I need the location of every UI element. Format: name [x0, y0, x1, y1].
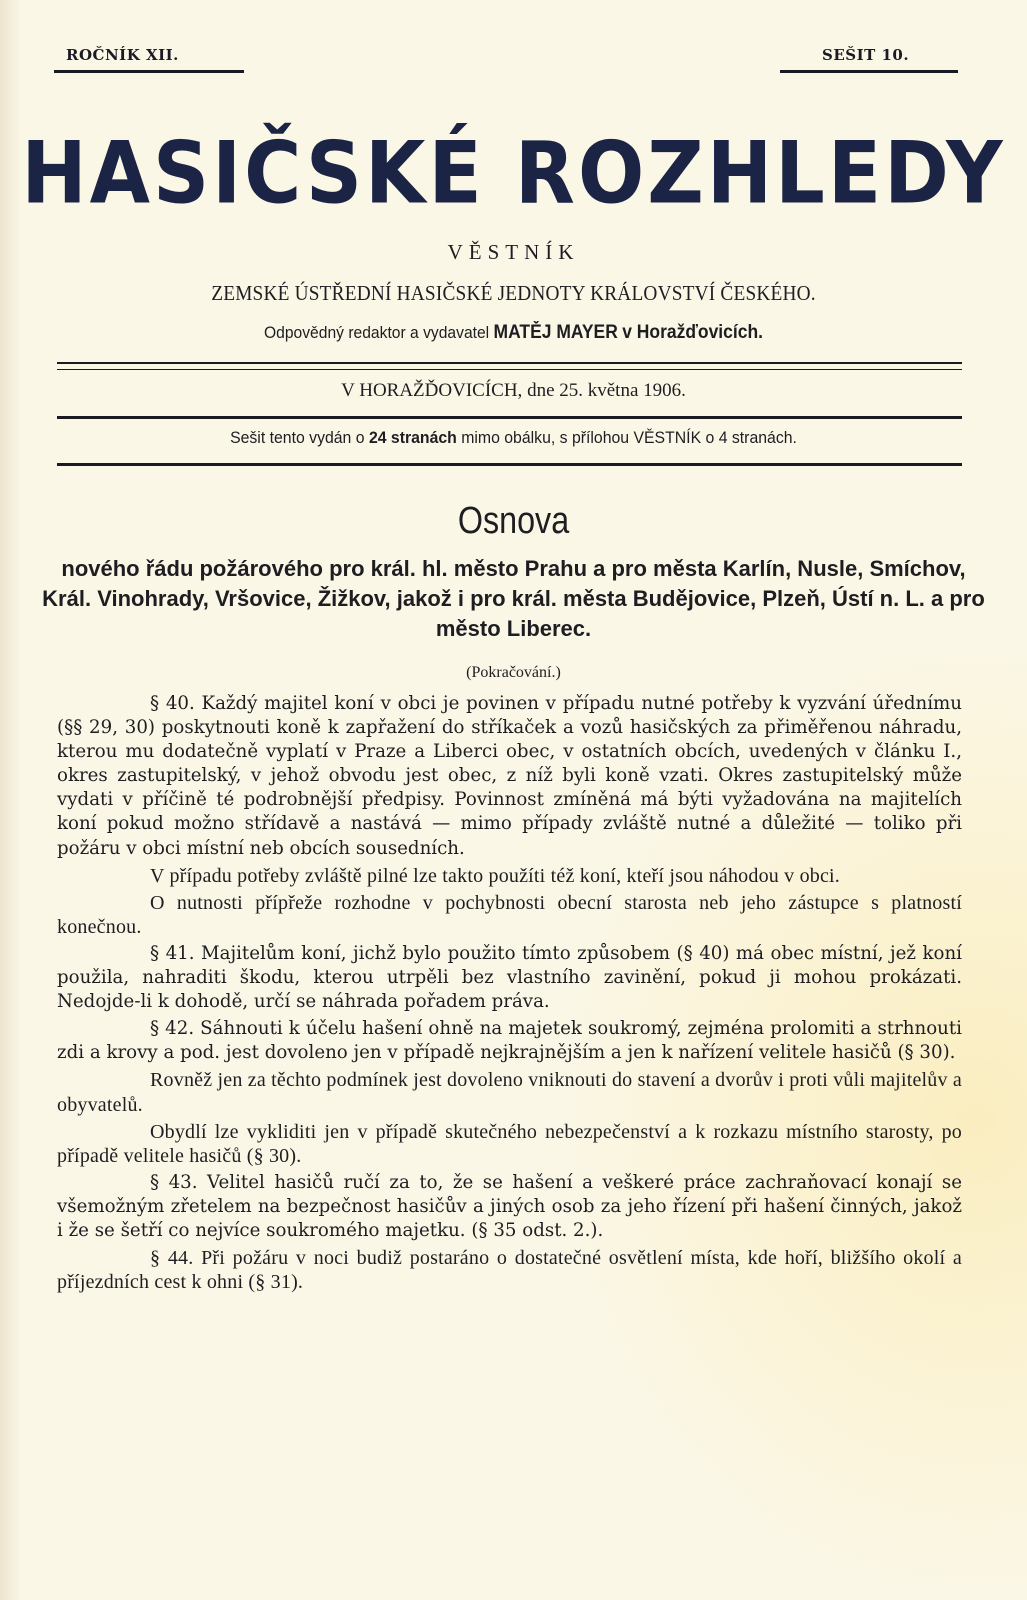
paragraph: V případu potřeby zvláště pilné lze takto použíti též koní, kteří jsou náhodou v obci. [150, 864, 841, 887]
dateline [0, 380, 1027, 402]
organization-name: ZEMSKÉ ÚSTŘEDNÍ HASIČSKÉ JEDNOTY KRÁLOVSTVÍ ČESKÉHO. [211, 281, 816, 305]
paragraph: O nutnosti přípřeže rozhodne v pochybnosti obecní starosta neb jeho zástupce s platností konečnou. [57, 891, 962, 938]
editor-suffix: v Horažďovicích. [622, 322, 764, 343]
masthead-subtitle: VĚSTNÍK [447, 240, 580, 264]
dateline-place: V HORAŽĎOVICÍCH, [341, 380, 523, 401]
paragraph-section-44: § 44. Při požáru v noci budiž postaráno o dostatečné osvětlení místa, kde hoří, bližšího okolí a příjezdních cest k ohni (§ 31). [57, 1247, 962, 1294]
article-title: Osnova [457, 500, 570, 542]
editor-prefix: Odpovědný redaktor a vydavatel [263, 323, 490, 342]
divider [57, 369, 962, 370]
paragraph: Rovněž jen za těchto podmínek jest dovoleno vniknouti do stavení a dvorův i proti vůli majitelův a obyvatelů. [57, 1069, 962, 1116]
paragraph-section-43: § 43. Velitel hasičů ručí za to, že se hašení a veškeré práce zachraňovací konají se všemožným zřetelem na bezpečnost hasičův a jiných osob za jeho řízení při hašení činných, jakož i že se šetří co nejvíce soukromého majetku. (§ 35 odst. 2.). [57, 1171, 962, 1241]
issue-note [36, 428, 991, 448]
paragraph-section-41: § 41. Majitelům koní, jichž bylo použito tímto způsobem (§ 40) má obec místní, jež koní použila, nahraditi škodu, kterou utrpěli bez vlastního zavinění, pokud ji mohou prokázati. Nedojde-li k dohodě, určí se náhrada pořadem práva. [57, 942, 962, 1013]
volume-label: ROČNÍK XII. [54, 46, 244, 73]
issue-label: SEŠIT 10. [780, 46, 958, 73]
masthead-title: HASIČSKÉ ROZHLEDY [21, 124, 1006, 224]
dateline-date: dne 25. května 1906. [527, 380, 686, 401]
divider [57, 416, 962, 419]
issue-note-prefix: Sešit tento vydán o [230, 428, 365, 447]
paragraph: Obydlí lze vykliditi jen v případě skutečného nebezpečenství a k rozkazu místního starosty, po případě velitele hasičů (§ 30). [57, 1120, 962, 1167]
paragraph-section-40: § 40. Každý majitel koní v obci je povinen v případu nutné potřeby k vyzvání úřednímu (§§ 29, 30) poskytnouti koně k zapřažení do stříkaček a vozů hasičských za přiměřenou náhradu, kterou mu dodatečně vyplatí v Praze a Liberci obec, v ostatních obcích, uvedených v článku I., okres zastupitelský, v jehož obvodu jest obec, z níž byli koně vzati. Okres zastupitelský může vydati v příčině té podrobnější předpisy. Povinnost zmíněná má býti vyžadována na majitelích koní pokud možno střídavě a nastává — mimo případy zvláště nutné a důležité — toliko při požáru v obci místní neb obcích sousedních. [57, 693, 962, 859]
continuation-note: (Pokračování.) [466, 664, 561, 681]
editor-name: MATĚJ MAYER [493, 322, 618, 343]
divider [57, 362, 962, 364]
article-body [57, 692, 962, 1297]
paragraph-section-42: § 42. Sáhnouti k účelu hašení ohně na majetek soukromý, zejména prolomiti a strhnouti zdi a krovy a pod. jest dovoleno jen v případě nejkrajnějším a jen k nařízení velitele hasičů (§ 30). [57, 1018, 962, 1064]
editor-line [41, 322, 986, 344]
issue-note-pages: 24 stranách [368, 428, 457, 447]
article-subtitle: nového řádu požárového pro král. hl. město Prahu a pro města Karlín, Nusle, Smíchov, Král. Vinohrady, Vršovice, Žižkov, jakož i pro král. města Budějovice, Plzeň, Ústí n. L. a pro město Liberec. [42, 556, 985, 641]
issue-note-suffix: mimo obálku, s přílohou VĚSTNÍK o 4 stranách. [461, 428, 797, 447]
divider [57, 463, 962, 466]
